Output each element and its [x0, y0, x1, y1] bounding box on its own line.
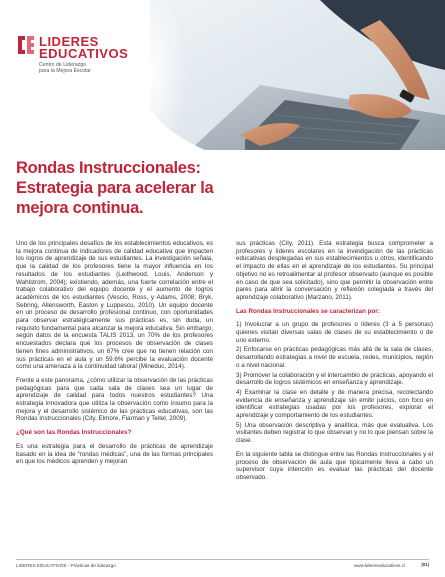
- left-column: [16, 240, 213, 472]
- section-heading: ¿Qué son las Rondas Instruccionales?: [16, 429, 132, 437]
- paragraph: sus prácticas (City, 2011). Esta estrategia busca comprometer a profesores y líderes escolares en la investigación de las prácticas educativas desplegadas en sus establecimientos u otros, identificando el impacto de ellas en el aprendizaje de los estudiantes. Su principal objetivo no es retroalimentar al profesor observado (aunque es posible en caso de que sea solicitado), sino que permitir la observación entre pares para abrir la conversación y reflexión colegiada a través del aprendizaje colaborativo (Marzano, 2011).: [236, 240, 433, 301]
- laptop-photo-illustration: [150, 0, 445, 150]
- footer: [16, 562, 429, 571]
- page-number: |01|: [421, 562, 429, 567]
- footer-url-link[interactable]: www.lidereseducativos.cl: [353, 563, 405, 568]
- logo-mark-icon: [16, 34, 36, 56]
- paragraph: Es una estrategia para el desarrollo de prácticas de aprendizaje basado en la idea de “rondas médicas”, una de las formas principales en que los médicos aprenden y mejoran: [16, 442, 213, 466]
- paragraph: Uno de los principales desafíos de los establecimientos educativos, es la mejora continua de indicadores de calidad educativa que impacten los logros de aprendizaje de sus estudiantes. La investigación señala, que la calidad de los profesores tiene la mayor influencia en los resultados de los estudiantes (Leithwood, Louis, Anderson y Wahlstrom, 2004); existiendo, además, una fuerte correlación entre el trabajo colaborativo del equipo docente y el aumento de logros académicos de los estudiantes (Vescio, Ross, y Adams, 2008; Bryk, Sebring, Allensworth, Easton y Luppescu, 2010). Un equipo docente en un proceso de desarrollo profesional continuo, con oportunidades para observar estratégicamente sus prácticas es, sin duda, un requisito fundamental para alcanzar la mejora educativa. Sin embargo, según datos de la encuesta TALIS 2013, un 70% de los profesores encuestados declara que los procesos de observación de clases tienen fines administrativos, un 67% cree que no tienen relación con sus prácticas en el aula y un 59.6% percibe la evaluación docente como una amenaza a la continuidad laboral (Mineduc, 2014).: [16, 240, 213, 371]
- logo-tagline-2: para la Mejora Escolar: [39, 68, 91, 74]
- header-photo: [150, 0, 445, 150]
- list-item: 3) Promover la colaboración y el intercambio de prácticas, apoyando el desarrollo de logros sistémicos en enseñanza y aprendizaje.: [236, 371, 433, 387]
- footer-left-text: LIDERES EDUCATIVOS - Prácticas de liderazgo: [16, 563, 116, 568]
- article-title-line-1: Rondas Instruccionales:: [16, 159, 201, 177]
- list-item: 1) Involucrar a un grupo de profesores o líderes (3 a 5 personas) quienes visitan diversas salas de clases de su establecimiento o de uno externo.: [236, 321, 433, 344]
- paragraph: Frente a este panorama, ¿cómo utilizar la observación de las prácticas pedagógicas para que cada sala de clases sea un lugar de aprendizaje de calidad para todos nuestros estudiantes? Una estrategia innovadora que utiliza la observación como insumo para la mejora y el desarrollo sistémico de las prácticas educativas, son las Rondas Instruccionales (City, Elmore, Fiarman y Teitel, 2009).: [16, 376, 213, 423]
- list-item: 4) Examinar la clase en detalle y de manera precisa, recolectando evidencia de enseñanza y aprendizaje sin emitir juicios, con foco en identificar estrategias usadas por los profesores, explorar el aprendizaje y comportamiento de los estudiantes.: [236, 388, 433, 420]
- right-column: [236, 240, 433, 488]
- logo-subtitle: EDUCATIVOS: [39, 46, 129, 61]
- list-item: 5) Una observación descriptiva y analítica, más que evaluativa. Los visitantes deben registrar lo que observan y no lo que piensan sobre la clase.: [236, 421, 433, 445]
- paragraph: En la siguiente tabla se distingue entre las Rondas Instruccionales y el proceso de observación de aula que típicamente lleva a cabo un supervisor cuya intención es evaluar las prácticas del docente observado.: [236, 450, 433, 481]
- footer-divider: [16, 559, 429, 560]
- logo-tagline-1: Centro de Liderazgo: [39, 62, 87, 68]
- article-title-line-3: mejora continua.: [16, 199, 144, 217]
- logo-title: LIDERES: [39, 34, 99, 49]
- section-heading: Las Rondas Instruccionales se caracterizan por:: [236, 307, 380, 315]
- article-title: [16, 158, 236, 218]
- article-title-line-2: Estrategia para acelerar la: [16, 179, 214, 197]
- list-item: 2) Enfocarse en prácticas pedagógicas más allá de la sala de clases, desarrollando estrategias a nivel de escuela, redes, municipios, región o a nivel nacional.: [236, 346, 433, 369]
